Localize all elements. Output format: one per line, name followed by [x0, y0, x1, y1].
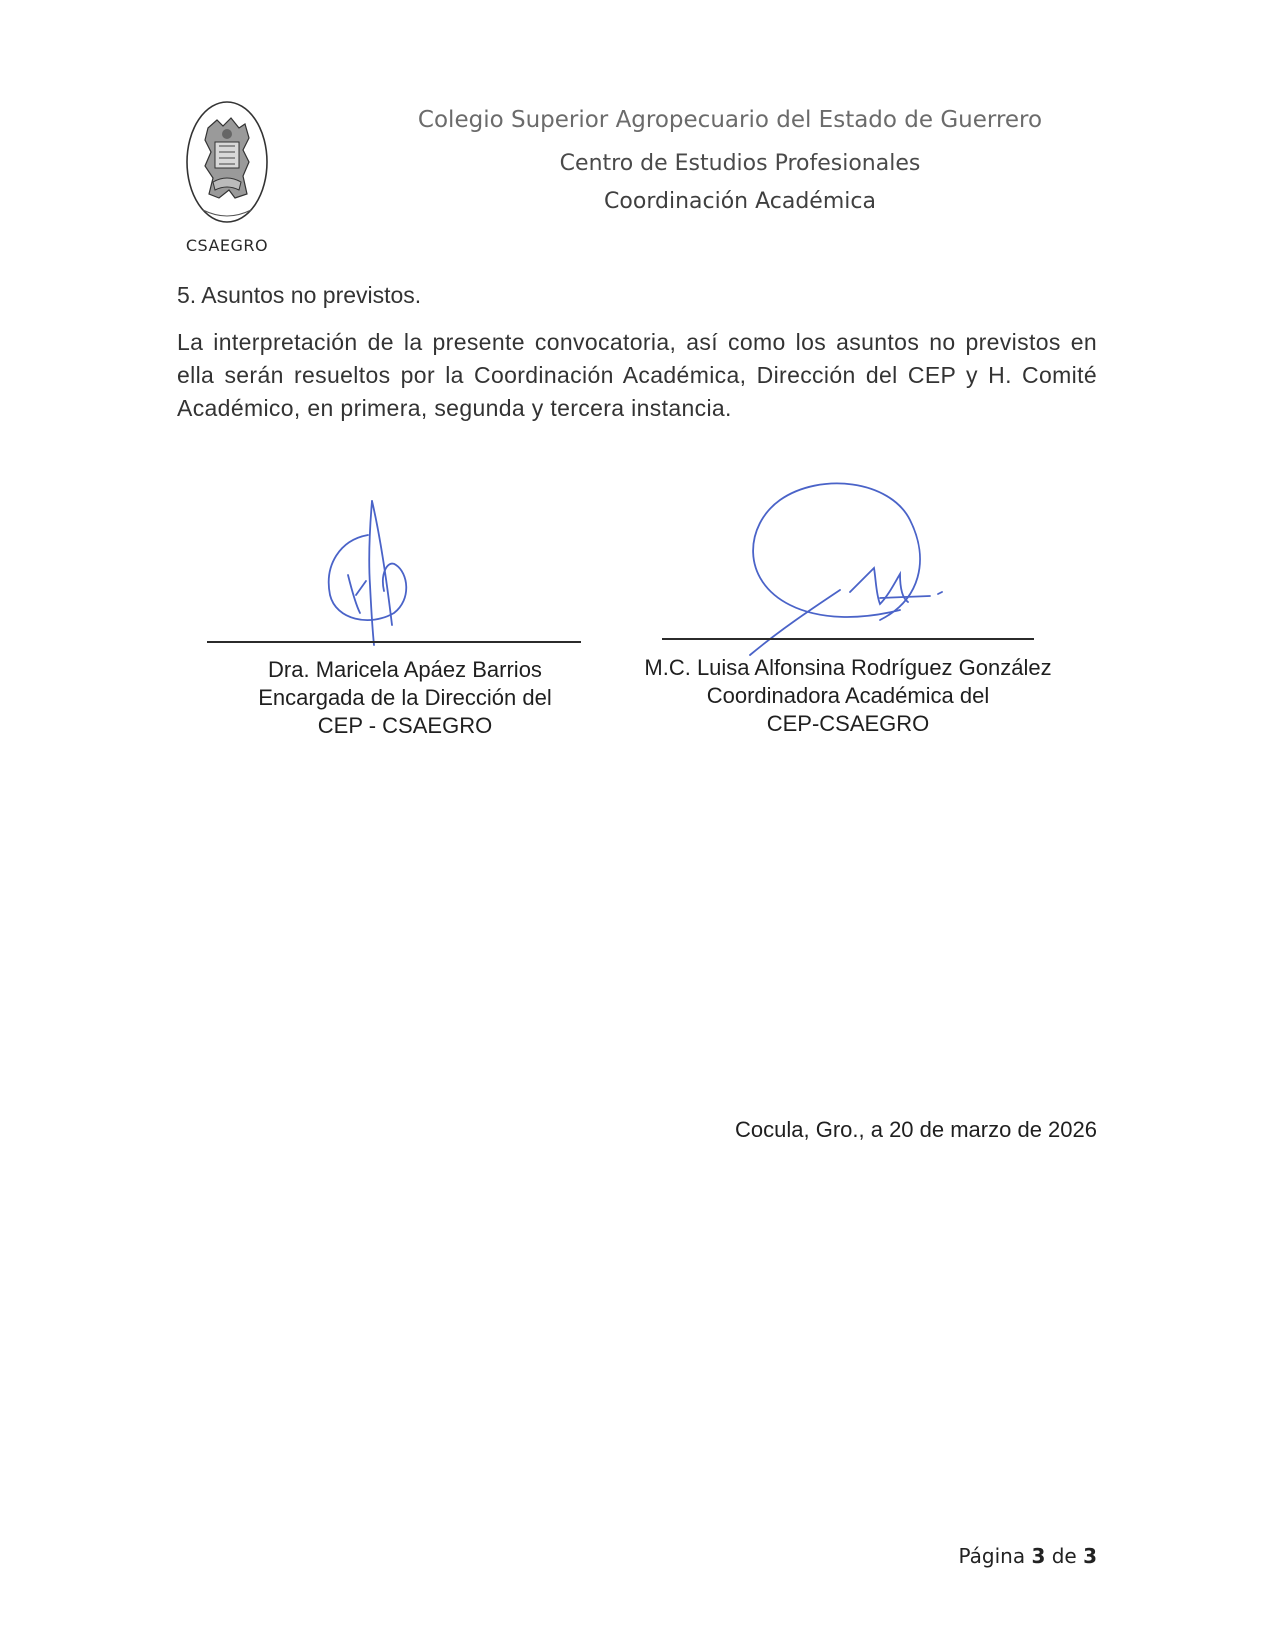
- signature-1-image: [300, 495, 450, 655]
- signatory-role: CEP - CSAEGRO: [317, 713, 493, 738]
- csaegro-seal-icon: [183, 98, 271, 234]
- logo-caption: CSAEGRO: [185, 236, 269, 255]
- letterhead-department: Coordinación Académica: [604, 189, 876, 214]
- section-body: La interpretación de la presente convocatoria, así como los asuntos no previstos en ella serán resueltos por la Coordinación Académica, Dirección del CEP y H. Comité Académico, en primera, segunda y tercera instancia.: [177, 329, 1097, 421]
- signatory-role: Encargada de la Dirección del: [258, 685, 552, 710]
- page-total: 3: [1083, 1544, 1097, 1568]
- page-separator: de: [1051, 1544, 1077, 1568]
- section-title: 5. Asuntos no previstos.: [177, 282, 422, 308]
- signatory-block-1: [195, 656, 615, 740]
- document-date: Cocula, Gro., a 20 de marzo de 2026: [735, 1117, 1097, 1142]
- signatory-block-2: [608, 654, 1088, 738]
- signatory-role: CEP-CSAEGRO: [766, 711, 930, 736]
- signature-line-1: [207, 641, 581, 643]
- letterhead-center: Centro de Estudios Profesionales: [559, 151, 921, 176]
- letterhead-institution: Colegio Superior Agropecuario del Estado de Guerrero: [417, 107, 1043, 133]
- signature-2-image: [730, 470, 970, 660]
- page-number: [958, 1544, 1097, 1568]
- institution-logo: [183, 98, 271, 234]
- signatory-name: M.C. Luisa Alfonsina Rodríguez González: [644, 655, 1052, 680]
- page-current: 3: [1031, 1544, 1046, 1568]
- signatory-role: Coordinadora Académica del: [706, 683, 990, 708]
- signatory-name: Dra. Maricela Apáez Barrios: [268, 657, 542, 682]
- page-label: Página: [958, 1544, 1026, 1568]
- signature-line-2: [662, 638, 1034, 640]
